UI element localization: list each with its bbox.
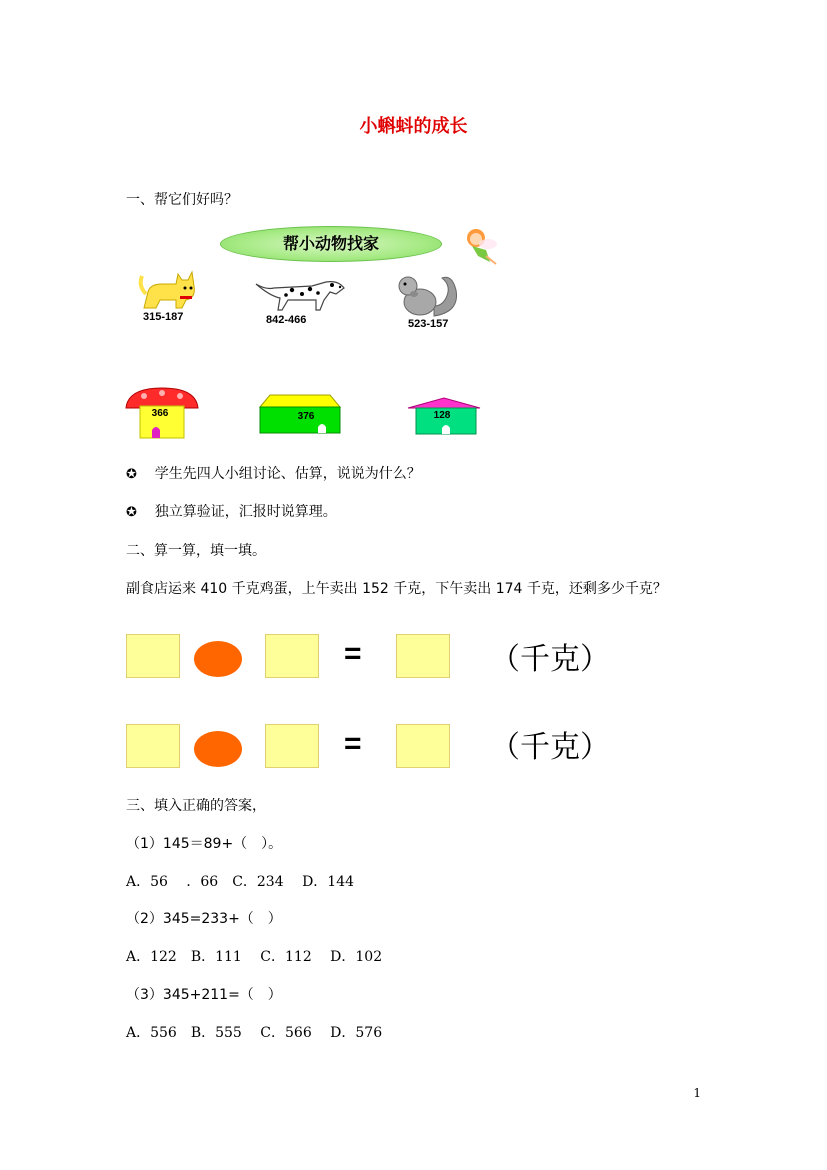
fairy-illustration — [456, 224, 502, 270]
question-1: （1）145＝89+（ ）。 — [126, 836, 283, 852]
word-problem: 副食店运来 410 千克鸡蛋，上午卖出 152 千克，下午卖出 174 千克，还剩多少千克？ — [126, 581, 667, 597]
green-house-number: 376 — [297, 411, 315, 422]
section3-heading: 三、填入正确的答案， — [126, 798, 266, 814]
question-3: （3）345+211=（ ） — [126, 987, 282, 1003]
operator-oval[interactable] — [194, 731, 242, 767]
pink-roof-house-number: 128 — [433, 410, 451, 421]
answer-box[interactable] — [265, 724, 319, 768]
squirrel-illustration — [394, 272, 462, 320]
dog-illustration — [252, 274, 348, 314]
bullet-2-text: 独立算验证，汇报时说算理。 — [154, 504, 337, 520]
unit-label: （千克） — [490, 642, 610, 677]
unit-label: （千克） — [490, 730, 610, 765]
question-3-options: A．556 B．555 C．566 D．576 — [126, 1025, 383, 1041]
equals-sign: = — [344, 727, 362, 760]
equals-sign: = — [344, 637, 362, 670]
question-2: （2）345=233+（ ） — [126, 911, 282, 927]
cat-label: 315-187 — [143, 311, 184, 323]
answer-box[interactable] — [126, 724, 180, 768]
answer-box[interactable] — [265, 634, 319, 678]
question-2-options: A．122 B．111 C．112 D．102 — [126, 949, 383, 965]
banner: 帮小动物找家 — [220, 226, 442, 262]
star-icon: ✪ — [126, 505, 137, 520]
page-number: 1 — [693, 1086, 701, 1100]
bullet-1-text: 学生先四人小组讨论、估算，说说为什么？ — [154, 466, 421, 482]
section2-heading: 二、算一算，填一填。 — [126, 543, 266, 559]
squirrel-label: 523-157 — [408, 318, 449, 330]
answer-box[interactable] — [396, 724, 450, 768]
page-title: 小蝌蚪的成长 — [359, 116, 468, 137]
operator-oval[interactable] — [194, 641, 242, 677]
cat-illustration — [136, 264, 200, 314]
star-icon: ✪ — [126, 467, 137, 482]
dog-label: 842-466 — [266, 314, 307, 326]
mushroom-house-number: 366 — [151, 408, 169, 419]
bullet-1 — [126, 463, 421, 483]
bullet-2 — [126, 501, 337, 521]
answer-box[interactable] — [126, 634, 180, 678]
section1-heading: 一、帮它们好吗？ — [126, 192, 238, 208]
question-1-options: A．56 ．66 C．234 D．144 — [126, 874, 355, 890]
answer-box[interactable] — [396, 634, 450, 678]
